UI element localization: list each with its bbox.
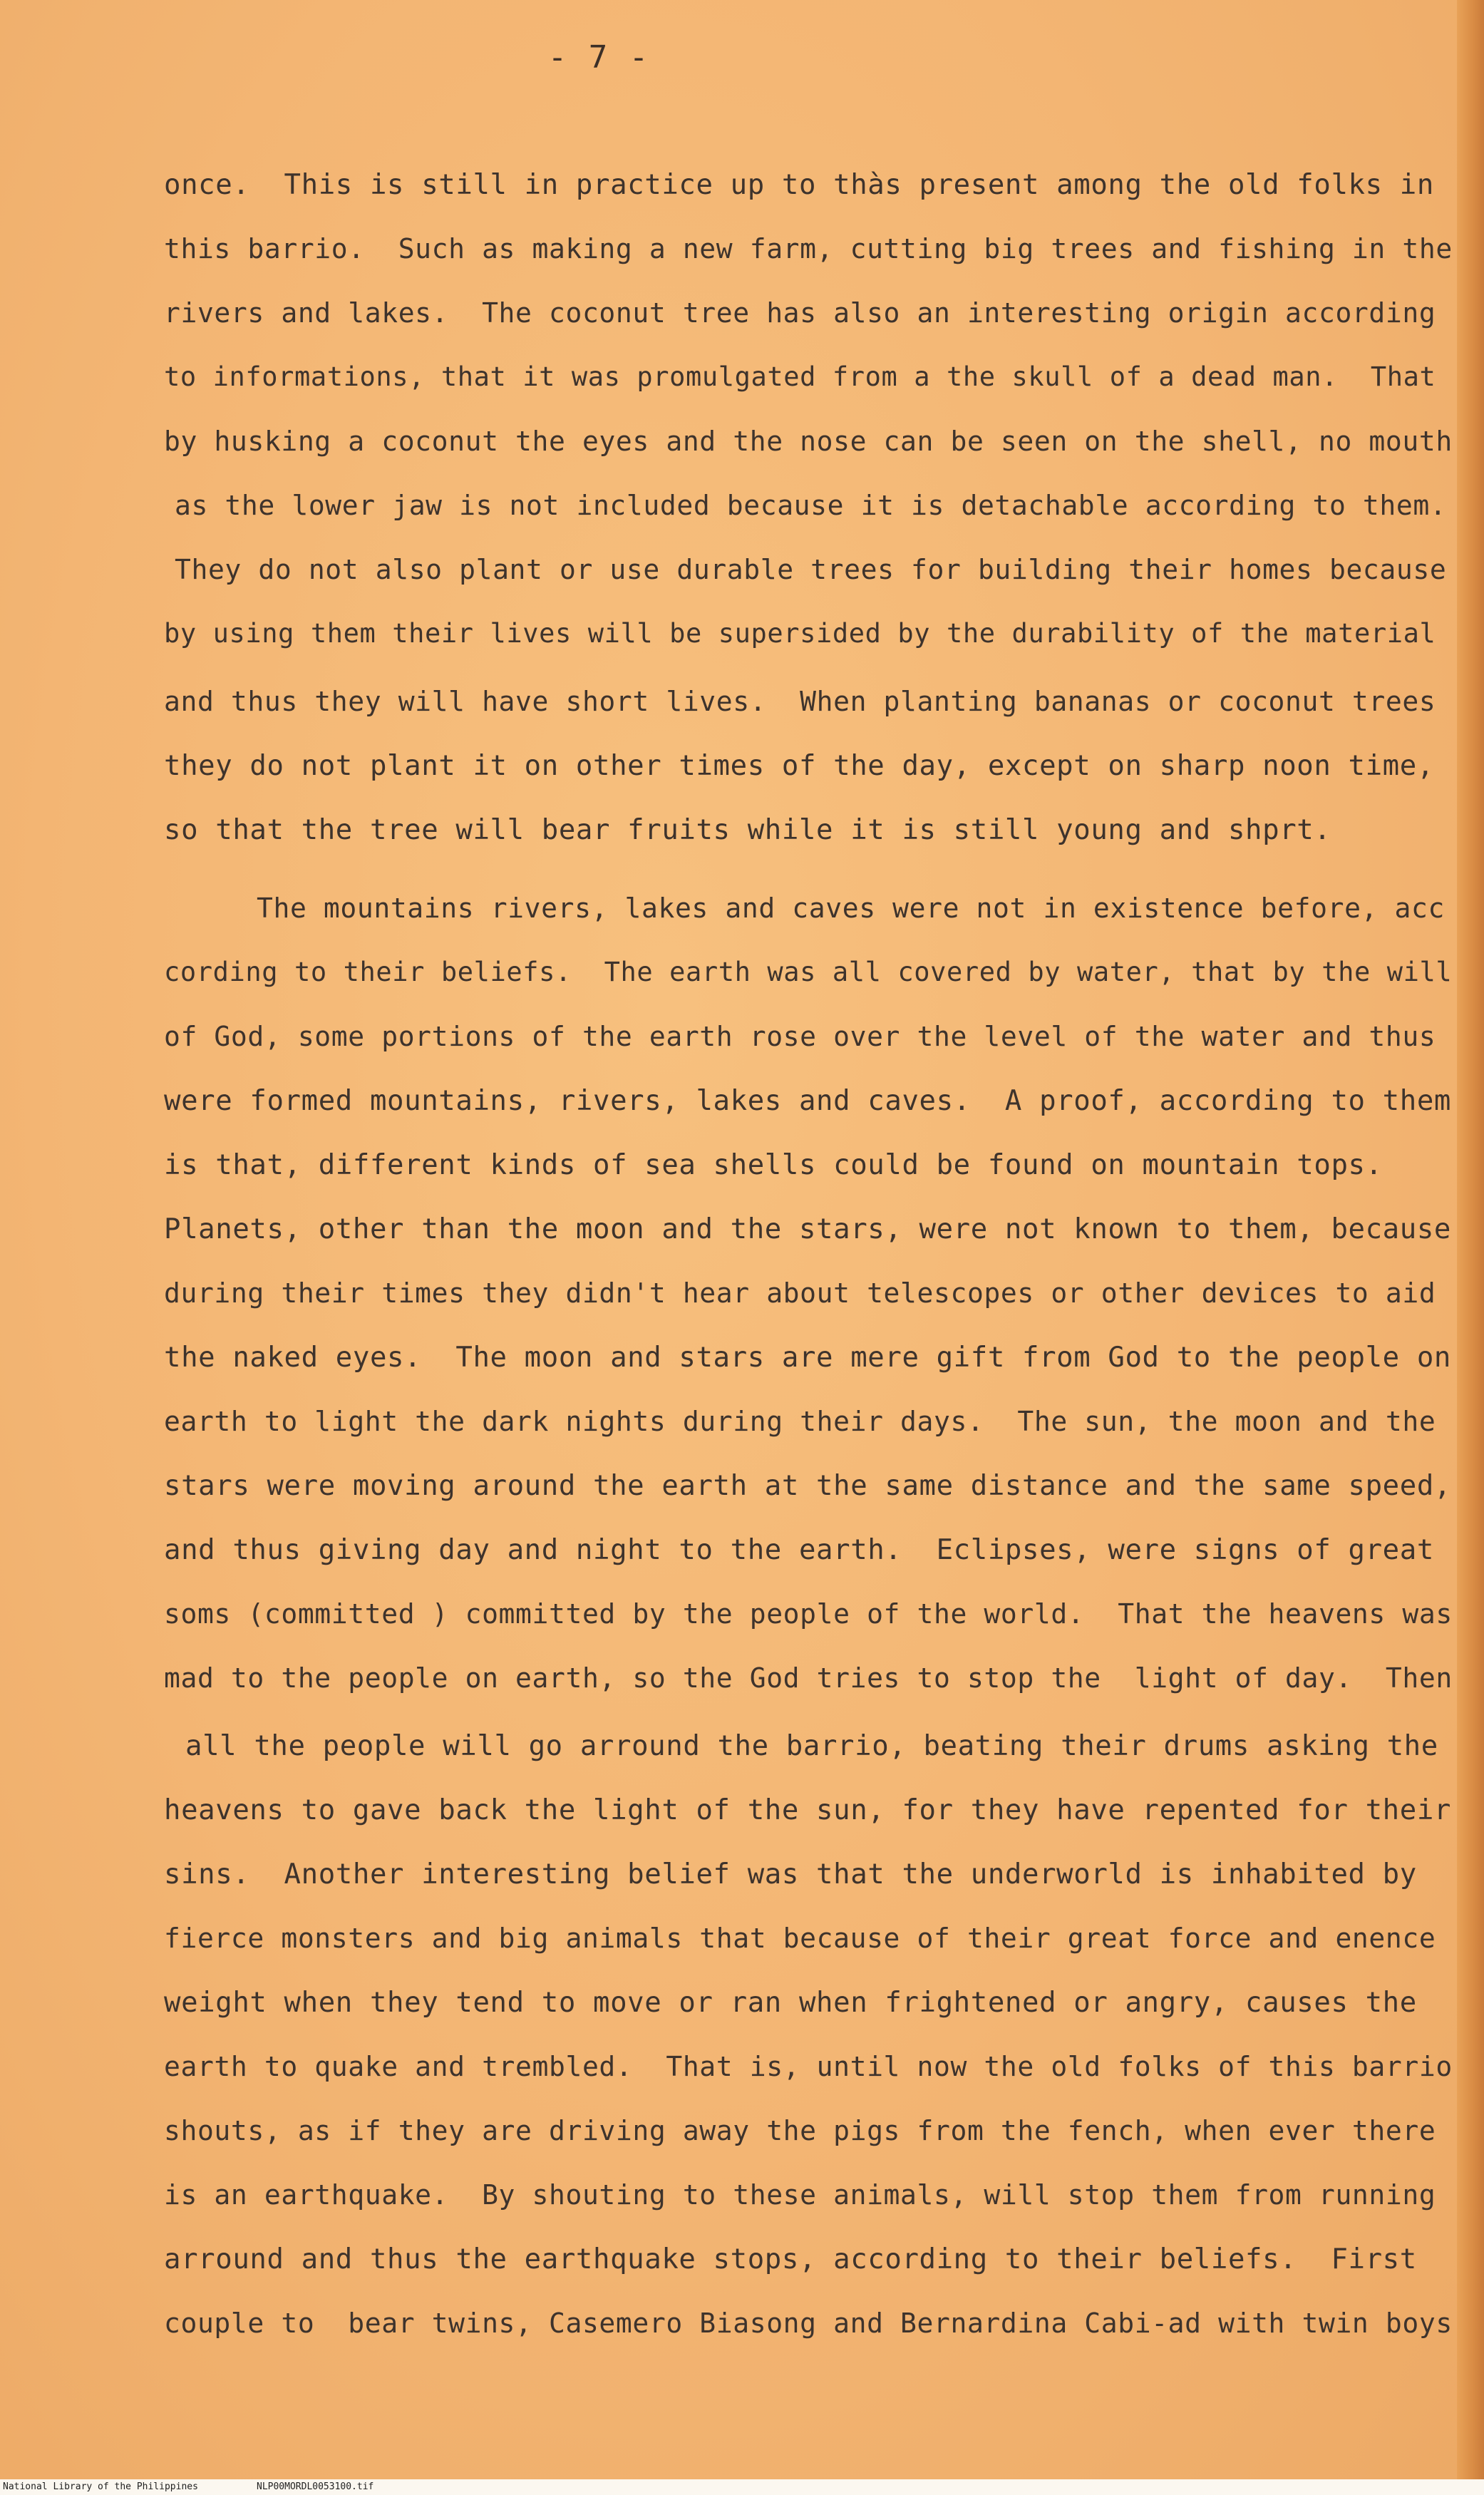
text-line: this barrio. Such as making a new farm, cutting big trees and fishing in the xyxy=(164,233,1453,264)
text-line: so that the tree will bear fruits while it is still young and shprt. xyxy=(164,814,1331,846)
text-line: heavens to gave back the light of the sun, for they have repented for their xyxy=(164,1794,1451,1826)
text-line: and thus they will have short lives. When planting bananas or coconut trees xyxy=(164,686,1436,717)
text-line: to informations, that it was promulgated from a the skull of a dead man. That xyxy=(164,361,1436,392)
text-line: were formed mountains, rivers, lakes and caves. A proof, according to them xyxy=(164,1085,1451,1117)
text-line: by husking a coconut the eyes and the nose can be seen on the shell, no mouth xyxy=(164,426,1453,457)
text-line: is that, different kinds of sea shells could be found on mountain tops. xyxy=(164,1149,1383,1181)
text-line: sins. Another interesting belief was that the underworld is inhabited by xyxy=(164,1858,1417,1890)
text-line: all the people will go arround the barrio, beating their drums asking the xyxy=(185,1730,1438,1762)
text-line: soms (committed ) committed by the people of the world. That the heavens was xyxy=(164,1598,1453,1630)
page-number: - 7 - xyxy=(547,39,650,76)
text-line: mad to the people on earth, so the God tries to stop the light of day. Then xyxy=(164,1662,1453,1694)
text-line: during their times they didn't hear about telescopes or other devices to aid xyxy=(164,1277,1436,1309)
text-line: is an earthquake. By shouting to these animals, will stop them from running xyxy=(164,2179,1436,2211)
text-line: Planets, other than the moon and the stars, were not known to them, because xyxy=(164,1213,1451,1245)
text-line: The mountains rivers, lakes and caves were not in existence before, acc xyxy=(257,892,1445,924)
text-line: they do not plant it on other times of the day, except on sharp noon time, xyxy=(164,750,1434,782)
footer-file-id: NLP00MORDL0053100.tif xyxy=(257,2481,374,2492)
footer-library: National Library of the Philippines xyxy=(3,2481,198,2492)
page-edge-shadow xyxy=(1457,0,1484,2495)
text-line: as the lower jaw is not included because it is detachable according to them. xyxy=(175,490,1447,521)
text-line: once. This is still in practice up to thàs present among the old folks in xyxy=(164,169,1434,201)
text-line: stars were moving around the earth at the same distance and the same speed, xyxy=(164,1470,1451,1502)
text-line: weight when they tend to move or ran when frightened or angry, causes the xyxy=(164,1987,1417,2019)
text-line: the naked eyes. The moon and stars are mere gift from God to the people on xyxy=(164,1342,1451,1374)
text-line: earth to quake and trembled. That is, until now the old folks of this barrio xyxy=(164,2051,1453,2082)
text-line: of God, some portions of the earth rose over the level of the water and thus xyxy=(164,1021,1436,1052)
text-line: They do not also plant or use durable trees for building their homes because xyxy=(175,554,1447,585)
text-line: fierce monsters and big animals that because of their great force and enence xyxy=(164,1923,1436,1954)
scan-footer xyxy=(0,2479,1484,2495)
text-line: couple to bear twins, Casemero Biasong and Bernardina Cabi-ad with twin boys xyxy=(164,2308,1453,2339)
text-line: cording to their beliefs. The earth was all covered by water, that by the will xyxy=(164,957,1453,987)
text-line: by using them their lives will be supersided by the durability of the material xyxy=(164,618,1436,649)
text-line: shouts, as if they are driving away the pigs from the fench, when ever there xyxy=(164,2115,1436,2146)
text-line: rivers and lakes. The coconut tree has also an interesting origin according xyxy=(164,297,1436,329)
text-line: arround and thus the earthquake stops, according to their beliefs. First xyxy=(164,2243,1417,2275)
text-line: and thus giving day and night to the earth. Eclipses, were signs of great xyxy=(164,1534,1434,1566)
text-line: earth to light the dark nights during their days. The sun, the moon and the xyxy=(164,1406,1436,1437)
